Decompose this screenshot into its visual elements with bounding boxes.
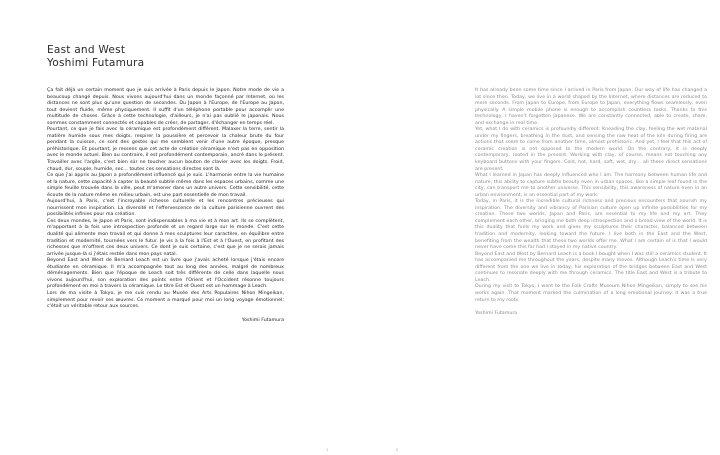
paragraph: Ce que j'ai appris au Japon a profondément influencé qui je suis. L'harmonie entre la vie humaine et la nature, cette capacité à capter la beauté subtile même dans les espaces urbains, comme une simple feuille trouvée dans la ville, peut m'amener dans un autre univers. Cette sensibilité, cette écoute de la nature même en milieu urbain, est une part essentielle de mon travail.: [47, 173, 284, 198]
french-text-column: [47, 88, 284, 324]
page-number-left: 1: [326, 448, 329, 452]
paragraph: Ça fait déjà un certain moment que je suis arrivée à Paris depuis le Japon. Notre mode de vie a beaucoup changé depuis. Nous vivons aujourd'hui dans un monde façonné par Internet, où les distances ne sont plus qu'une question de secondes. Du Japon à l'Europe, de l'Europe au Japon, tout devient fluide, même physiquement. Il suffit d'un téléphone portable pour accomplir une multitude de choses. Grâce à cette technologie, d'ailleurs, je n'ai pas oublié le japonais. Nous sommes constamment connectés et capables de créer, de partager, d'échanger en temps réel.: [47, 88, 284, 126]
signature: Yoshimi Futamura: [241, 317, 284, 323]
paragraph: Ces deux mondes, le Japon et Paris, sont indispensables à ma vie et à mon art. Ils se complètent, m'apportant à la fois une introspection profonde et un regard large sur le monde. C'est cette dualité qui alimente mon travail et qui donne à mes sculptures leur caractère, en équilibre entre tradition et modernité, tournées vers le futur. Je vis à la fois à l'Est et à l'Ouest, en profitant des richesses que m'offrent ces deux univers. Ce dont je suis certaine, c'est que je ne serais jamais arrivée jusque-là si j'étais restée dans mon pays natal.: [47, 218, 284, 257]
paragraph: Today, in Paris, it is the incredible cultural richness and precious encounters that nourish my inspiration. The diversity and vibrancy of Parisian culture open up infinite possibilities for my creation. These two worlds, Japan and Paris, are essential to my life and my art. They complement each other, bringing me both deep introspection and a broad view of the world. It is this duality that fuels my work and gives my sculptures their character, balanced between tradition and modernity, looking toward the future. I live both in the East and the West, benefiting from the wealth that these two worlds offer me. What I am certain of is that I would never have come this far had I stayed in my native country.: [475, 199, 707, 251]
essay-title: East and West: [47, 44, 126, 56]
english-text-column: [475, 88, 707, 318]
author-name: Yoshimi Futamura: [47, 56, 145, 69]
paragraph: Pourtant, ce que je fais avec la céramique est profondément différent. Malaxer la terre, sentir la matière humide sous mes doigts, respirer la poussière et percevoir la chaleur brute du four pendant la cuisson, ce sont des gestes qui me semblent venir d'une autre époque, presque préhistorique. Et pourtant, je ressens que cet acte de création céramique n'est pas en opposition avec le monde actuel. Bien au contraire, il est profondément contemporain, ancré dans le présent. Travailler avec l'argile, c'est bien sûr ne toucher aucun bouton de clavier avec les doigts. Froid, chaud, dur, souple, humide, sec… toutes ces sensations directes sont là.: [47, 127, 284, 172]
paragraph: Beyond East and West by Bernard Leach is a book I bought when I was still a ceramics student. It has accompanied me throughout the years, despite many moves. Although Leach's time is very different from the one we live in today, his exploration of the bridges between East and West continues to resonate deeply with me through ceramics. The title East and West is a tribute to Leach.: [475, 251, 707, 283]
paragraph: Lors de ma visite à Tokyo, je me suis rendu au Musée des Arts Populaires Nihon Mingeikan, simplement pour revoir ses œuvres. Ce moment a marqué pour moi un long voyage émotionnel: c'était un véritable retour aux sources.: [47, 290, 284, 310]
signature: Yoshimi Futamura: [475, 311, 518, 317]
page-number-right: 2: [396, 448, 399, 452]
paragraph: It has already been some time since I arrived in Paris from Japan. Our way of life has changed a lot since then. Today, we live in a world shaped by the Internet, where distances are reduced to mere seconds. From Japan to Europe, from Europe to Japan, everything flows seamlessly, even physically. A simple mobile phone is enough to accomplish countless tasks. Thanks to this technology, I haven't forgotten Japanese. We are constantly connected, able to create, share, and exchange in real time.: [475, 88, 707, 126]
paragraph: Yet, what I do with ceramics is profoundly different. Kneading the clay, feeling the wet material under my fingers, breathing in the dust, and sensing the raw heat of the kiln during firing are actions that seem to come from another time, almost prehistoric. And yet, I feel that this act of ceramic creation is not opposed to the modern world. On the contrary, it is deeply contemporary, rooted in the present. Working with clay, of course, means not touching any keyboard buttons with your fingers. Cold, hot, hard, soft, wet, dry… all these direct sensations are present.: [475, 127, 707, 172]
page-title: [47, 44, 144, 69]
paragraph: Beyond East and West de Bernard Leach est un livre que j'avais acheté lorsque j'étais encore étudiante en céramique. Il m'a accompagnée tout au long des années, malgré de nombreux déménagements. Bien que l'époque de Leach soit très différente de celle dans laquelle nous vivons aujourd'hui, son exploration des points entre l'Orient et l'Occident résonne toujours profondément en moi à travers la céramique. Le titre Est et Ouest est un hommage à Leach.: [47, 258, 284, 290]
paragraph: Aujourd'hui, à Paris, c'est l'incroyable richesse culturelle et les rencontres précieuses qui nourrissent mon inspiration. La diversité et l'effervescence de la culture parisienne ouvrent des possibilités infinies pour ma création.: [47, 199, 284, 218]
paragraph: During my visit to Tokyo, I went to the Folk Crafts Museum Nihon Mingeikan, simply to see his works again. That moment marked the culmination of a long emotional journey: it was a true return to my roots.: [475, 284, 707, 303]
paragraph: What I learned in Japan has deeply influenced who I am. The harmony between human life and nature, this ability to capture subtle beauty even in urban spaces, like a simple leaf found in the city, can transport me to another universe. This sensibility, this awareness of nature even in an urban environment, is an essential part of my work.: [475, 173, 707, 198]
